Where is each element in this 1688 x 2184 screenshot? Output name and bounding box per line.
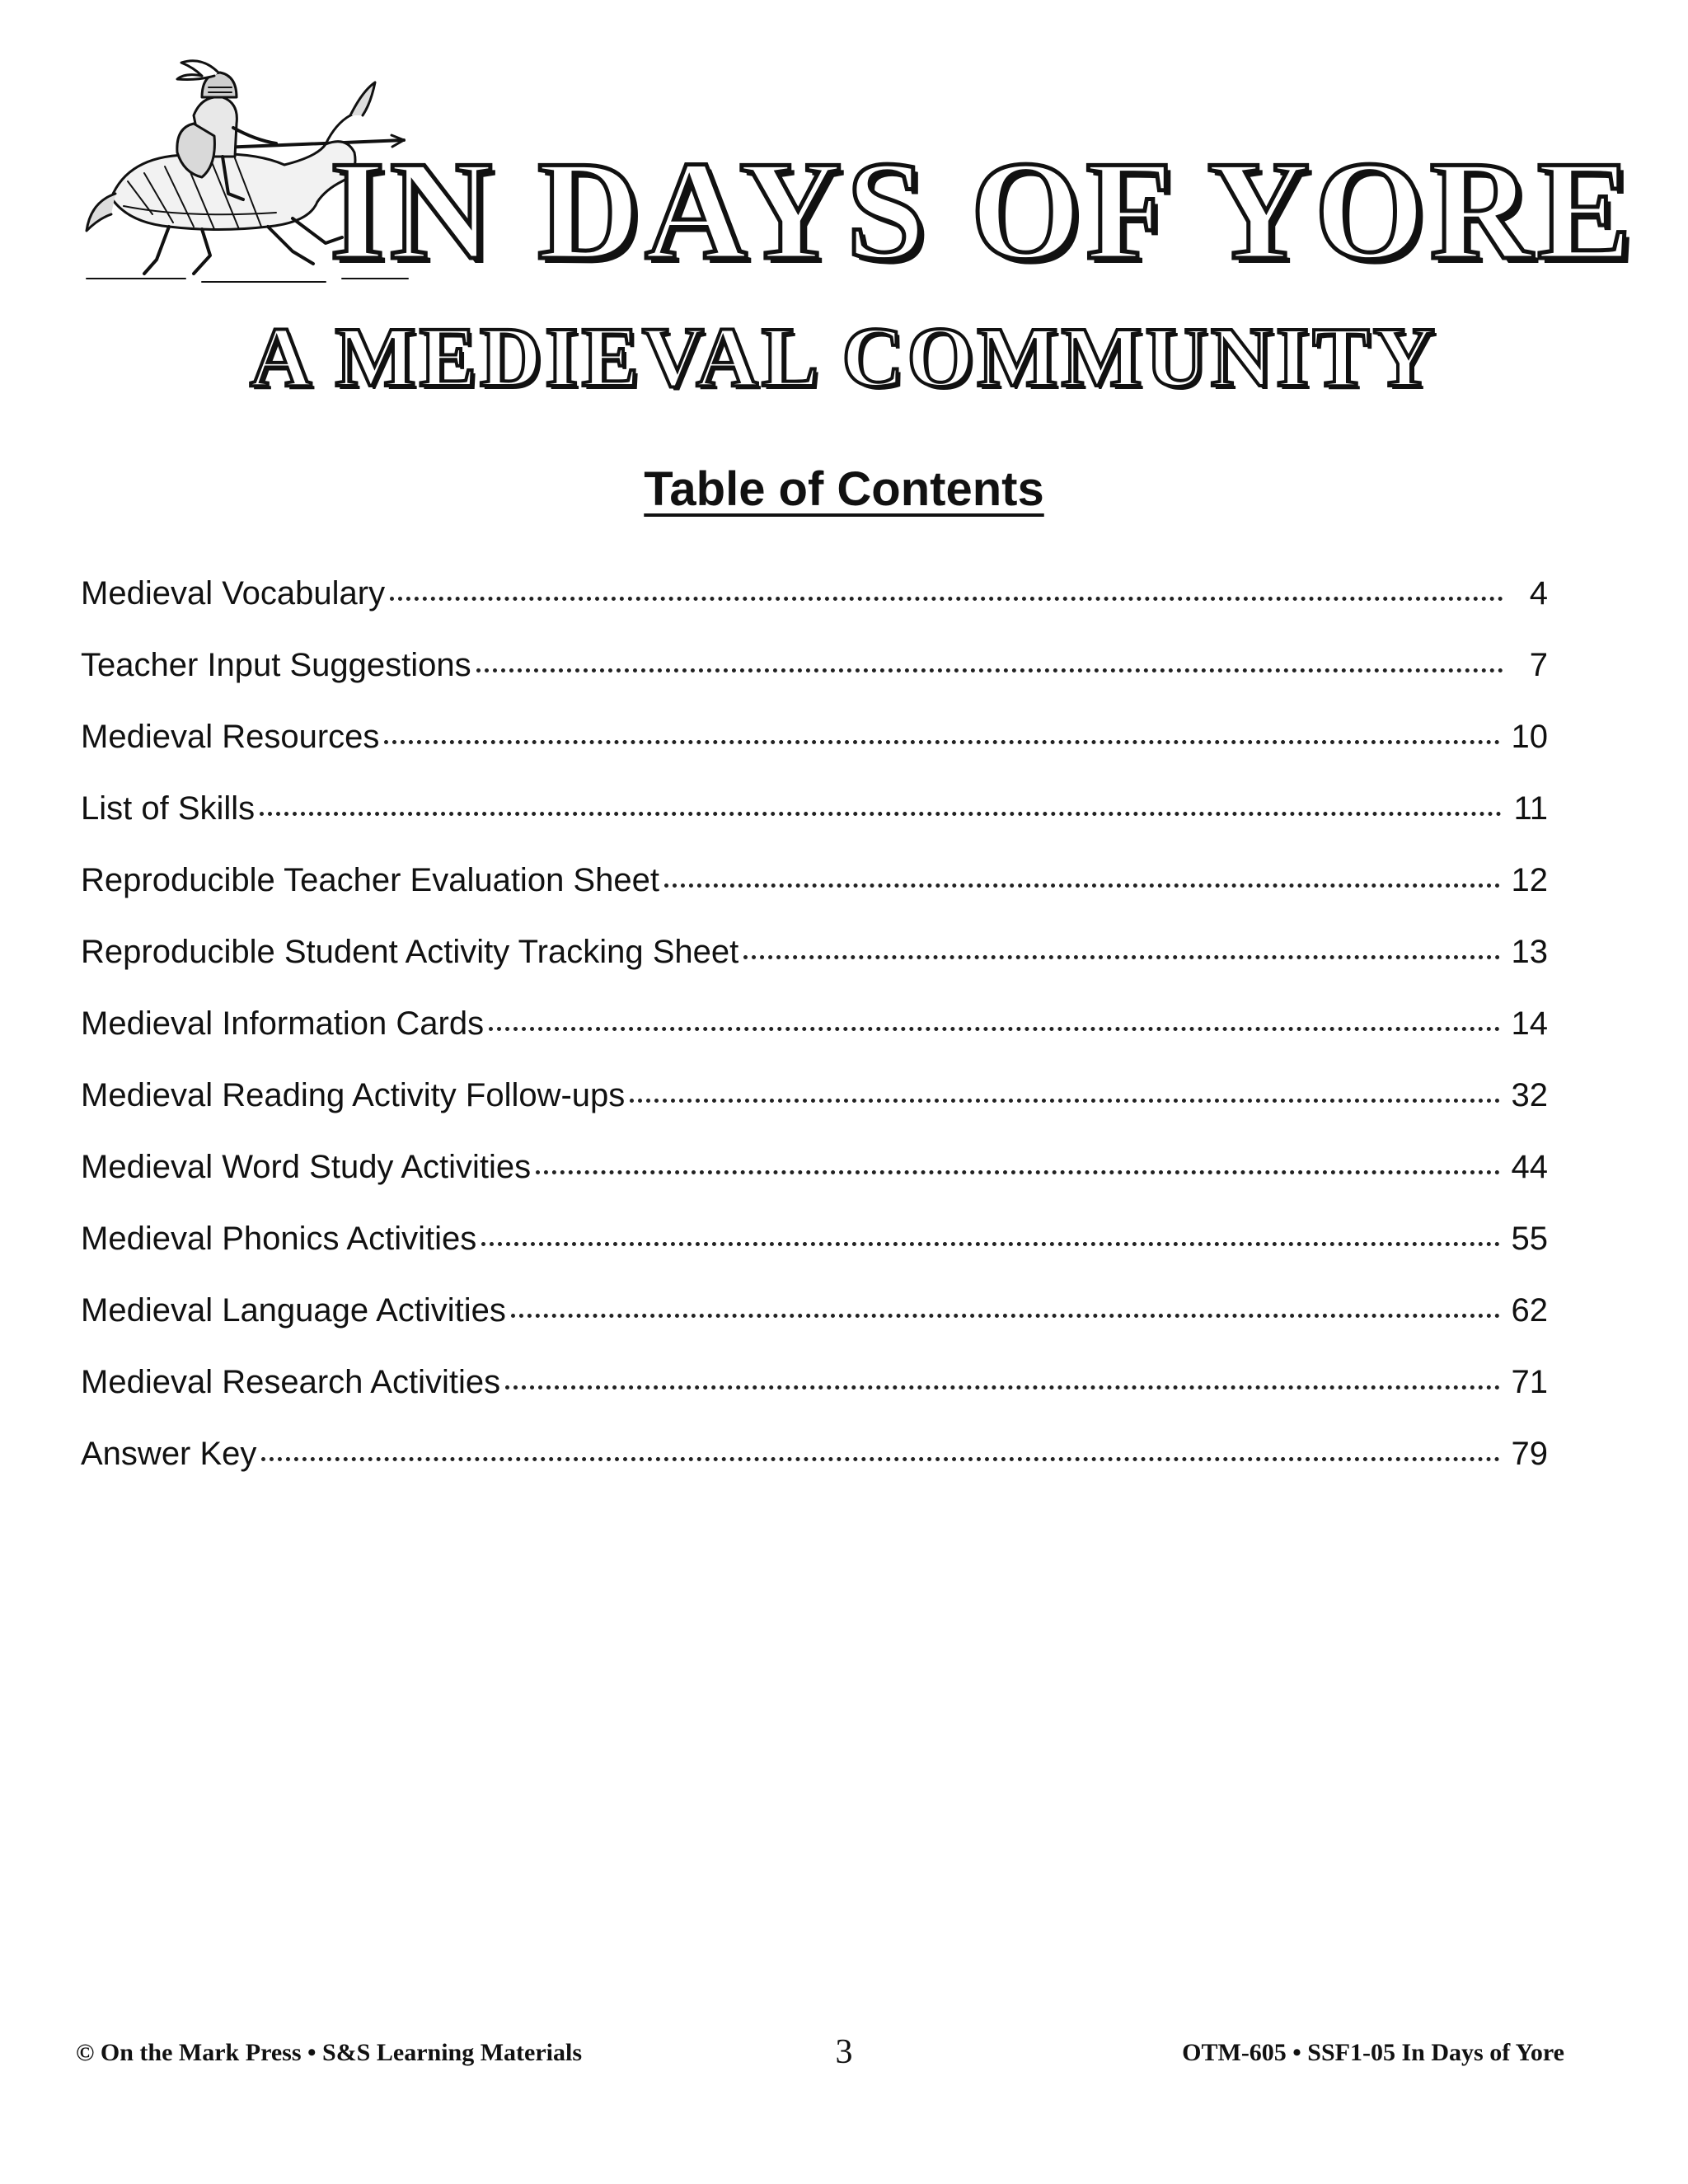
dot-leader [476, 668, 1503, 673]
page-number: 3 [835, 2033, 853, 2071]
toc-entry-title: Medieval Information Cards [81, 1005, 485, 1042]
footer-product-code: OTM-605 • SSF1-05 In Days of Yore [1182, 2039, 1564, 2066]
toc-entry-page: 7 [1529, 647, 1548, 683]
toc-entry [81, 1294, 1548, 1366]
page-footer [0, 2033, 1688, 2080]
toc-entry [81, 720, 1548, 792]
toc-entry-page: 62 [1511, 1292, 1548, 1329]
toc-entry-page: 14 [1511, 1005, 1548, 1042]
toc-entry [81, 1437, 1548, 1509]
toc-entry-title: Reproducible Teacher Evaluation Sheet [81, 862, 659, 898]
dot-leader [260, 812, 1502, 816]
footer-publisher: © On the Mark Press • S&S Learning Materials [76, 2039, 582, 2066]
dot-leader [505, 1385, 1499, 1390]
dot-leader [384, 740, 1499, 744]
dot-leader [664, 883, 1500, 888]
dot-leader [390, 597, 1503, 601]
dot-leader [481, 1242, 1499, 1246]
table-of-contents [81, 577, 1548, 1509]
dot-leader [489, 1027, 1499, 1031]
book-title: IN DAYS OF YORE [330, 133, 1637, 289]
toc-entry-title: Medieval Resources [81, 719, 380, 755]
toc-entry-page: 79 [1511, 1436, 1548, 1472]
toc-entry-page: 12 [1511, 862, 1548, 898]
toc-entry-title: Answer Key [81, 1436, 257, 1472]
dot-leader [743, 955, 1499, 959]
toc-entry [81, 1151, 1548, 1222]
toc-entry-title: Medieval Language Activities [81, 1292, 506, 1329]
toc-entry [81, 1222, 1548, 1294]
toc-entry-title: Medieval Research Activities [81, 1364, 501, 1400]
toc-entry [81, 577, 1548, 649]
toc-entry [81, 864, 1548, 935]
toc-entry-page: 44 [1511, 1149, 1548, 1185]
toc-heading [0, 462, 1688, 516]
toc-entry [81, 1079, 1548, 1151]
toc-entry-page: 71 [1511, 1364, 1548, 1400]
toc-entry [81, 935, 1548, 1007]
toc-entry-title: Medieval Vocabulary [81, 575, 386, 612]
toc-entry-title: Reproducible Student Activity Tracking Sheet [81, 934, 739, 970]
toc-entry-title: Teacher Input Suggestions [81, 647, 471, 683]
dot-leader [511, 1314, 1500, 1318]
toc-entry-title: Medieval Word Study Activities [81, 1149, 532, 1185]
toc-entry-page: 13 [1511, 934, 1548, 970]
toc-entry [81, 649, 1548, 720]
toc-entry-page: 32 [1511, 1077, 1548, 1113]
toc-entry-title: List of Skills [81, 790, 256, 827]
dot-leader [536, 1170, 1499, 1174]
book-subtitle: A MEDIEVAL COMMUNITY [250, 310, 1438, 405]
toc-entry-page: 11 [1513, 790, 1548, 827]
toc-entry-title: Medieval Phonics Activities [81, 1221, 477, 1257]
toc-entry [81, 1007, 1548, 1079]
toc-entry-page: 4 [1529, 575, 1548, 612]
toc-entry [81, 792, 1548, 864]
dot-leader [261, 1457, 1499, 1461]
toc-entry-page: 10 [1511, 719, 1548, 755]
toc-heading-text: Table of Contents [644, 462, 1044, 516]
dot-leader [630, 1099, 1499, 1103]
toc-entry [81, 1366, 1548, 1437]
toc-entry-title: Medieval Reading Activity Follow-ups [81, 1077, 626, 1113]
toc-entry-page: 55 [1511, 1221, 1548, 1257]
